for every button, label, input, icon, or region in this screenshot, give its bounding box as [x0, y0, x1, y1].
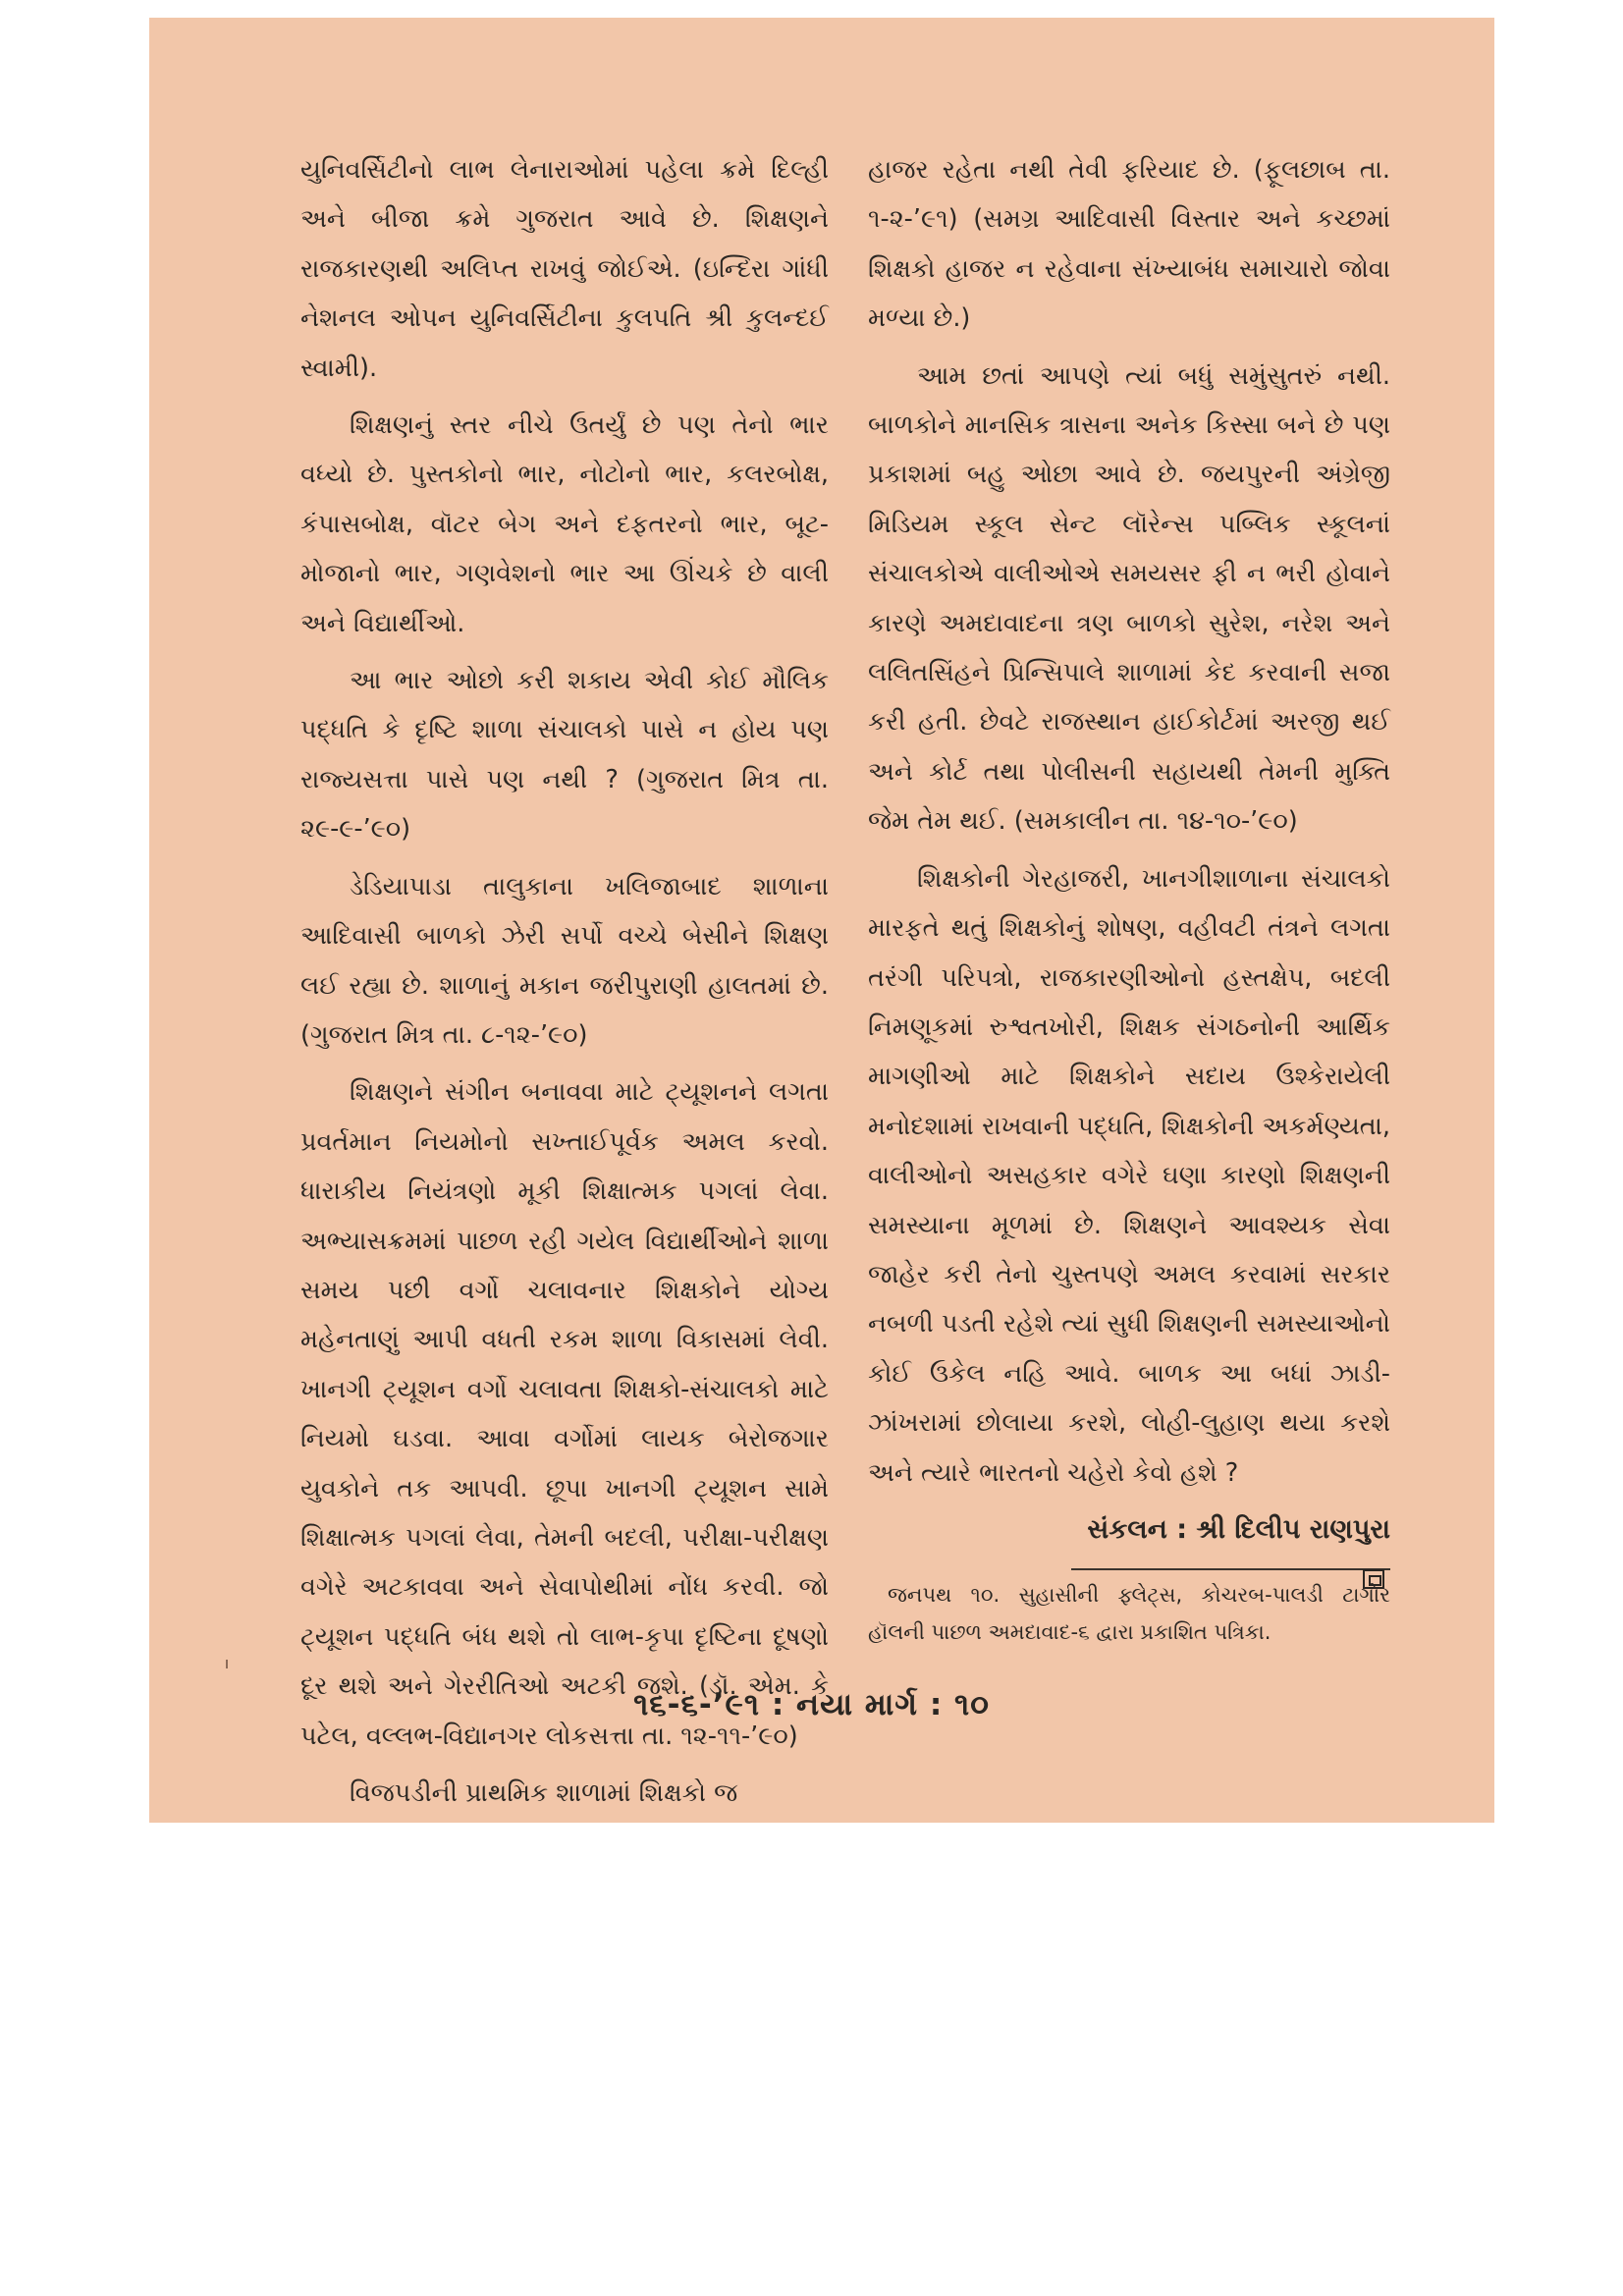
right-paragraph-1: હાજર રહેતા નથી તેવી ફરિયાદ છે. (ફૂલછાબ તા. ૧-૨-’૯૧) (સમગ્ર આદિવાસી વિસ્તાર અને કચ્છમાં શિક્ષકો હાજર ન રહેવાના સંખ્યાબંધ સમાચારો જોવા મળ્યા છે.) — [868, 155, 1390, 334]
publisher-note: જનપથ ૧૦. સુહાસીની ફ્લેટ્સ, કોચરબ-પાલડી ટાગોર હૉલની પાછળ અમદાવાદ-૬ દ્વારા પ્રકાશિત પત્રિકા. — [868, 1583, 1390, 1645]
page-footer: ૧૬-૬-’૯૧ : નયા માર્ગ : ૧૦ — [633, 1687, 990, 1722]
left-paragraph-5: શિક્ષણને સંગીન બનાવવા માટે ટ્યૂશનને લગતા પ્રવર્તમાન નિયમોનો સખ્તાઈપૂર્વક અમલ કરવો. ધારાકીય નિયંત્રણો મૂકી શિક્ષાત્મક પગલાં લેવા. અભ્યાસક્રમમાં પાછળ રહી ગયેલ વિદ્યાર્થીઓને શાળા સમય પછી વર્ગો ચલાવનાર શિક્ષકોને યોગ્ય મહેનતાણું આપી વધતી રકમ શાળા વિકાસમાં લેવી. ખાનગી ટ્યૂશન વર્ગો ચલાવતા શિક્ષકો-સંચાલકો માટે નિયમો ઘડવા. આવા વર્ગોમાં લાયક બેરોજગાર યુવકોને તક આપવી. છૂપા ખાનગી ટ્યૂશન સામે શિક્ષાત્મક પગલાં લેવા, તેમની બદલી, પરીક્ષા-પરીક્ષણ વગેરે અટકાવવા અને સેવાપોથીમાં નોંધ કરવી. જો ટ્યૂશન પદ્ધતિ બંધ થશે તો લાભ-કૃપા દૃષ્ટિના દૂષણો દૂર થશે અને ગેરરીતિઓ અટકી જશે. (ડૉ. એમ. કે પટેલ, વલ્લભ-વિદ્યાનગર લોકસત્તા તા. ૧૨-૧૧-’૯૦) — [300, 1077, 829, 1751]
left-column — [300, 145, 829, 1826]
note-divider — [1071, 1568, 1390, 1570]
end-of-article-icon — [1363, 1569, 1384, 1589]
left-paragraph-4: ડેડિયાપાડા તાલુકાના ખલિજાબાદ શાળાના આદિવાસી બાળકો ઝેરી સર્પો વચ્ચે બેસીને શિક્ષણ લઈ રહ્યા છે. શાળાનું મકાન જરીપુરાણી હાલતમાં છે. (ગુજરાત મિત્ર તા. ૮-૧૨-’૯૦) — [300, 871, 829, 1050]
right-paragraph-2: આમ છતાં આપણે ત્યાં બધું સમુંસુતરું નથી. બાળકોને માનસિક ત્રાસના અનેક કિસ્સા બને છે પણ પ્રકાશમાં બહુ ઓછા આવે છે. જયપુરની અંગ્રેજી મિડિયમ સ્કૂલ સેન્ટ લૉરેન્સ પબ્લિક સ્કૂલનાં સંચાલકોએ વાલીઓએ સમયસર ફી ન ભરી હોવાને કારણે અમદાવાદના ત્રણ બાળકો સુરેશ, નરેશ અને લલિતસિંહને પ્રિન્સિપાલે શાળામાં કેદ કરવાની સજા કરી હતી. છેવટે રાજસ્થાન હાઈકોર્ટમાં અરજી થઈ અને કોર્ટ તથા પોલીસની સહાયથી તેમની મુક્તિ જેમ તેમ થઈ. (સમકાલીન તા. ૧૪-૧૦-’૯૦) — [868, 360, 1390, 837]
left-paragraph-6: વિજપડીની પ્રાથમિક શાળામાં શિક્ષકો જ — [350, 1778, 738, 1808]
left-paragraph-2: શિક્ષણનું સ્તર નીચે ઉતર્યું છે પણ તેનો ભાર વધ્યો છે. પુસ્તકોનો ભાર, નોટોનો ભાર, કલરબોક્ષ, કંપાસબોક્ષ, વૉટર બેગ અને દફતરનો ભાર, બૂટ-મોજાનો ભાર, ગણવેશનો ભાર આ ઊંચકે છે વાલી અને વિદ્યાર્થીઓ. — [300, 410, 829, 638]
left-paragraph-1: યુનિવર્સિટીનો લાભ લેનારાઓમાં પહેલા ક્રમે દિલ્હી અને બીજા ક્રમે ગુજરાત આવે છે. શિક્ષણને રાજકારણથી અલિપ્ત રાખવું જોઈએ. (ઇન્દિરા ગાંધી નેશનલ ઓપન યુનિવર્સિટીના કુલપતિ શ્રી કુલન્દઈ સ્વામી). — [300, 155, 829, 383]
compiler-credit: સંકલન : શ્રી દિલીપ રાણપુરા — [1087, 1513, 1390, 1545]
right-column — [868, 145, 1390, 1651]
right-paragraph-3: શિક્ષકોની ગેરહાજરી, ખાનગીશાળાના સંચાલકો મારફતે થતું શિક્ષકોનું શોષણ, વહીવટી તંત્રને લગતા તરંગી પરિપત્રો, રાજકારણીઓનો હસ્તક્ષેપ, બદલી નિમણૂકમાં રુશ્વતખોરી, શિક્ષક સંગઠનોની આર્થિક માગણીઓ માટે શિક્ષકોને સદાય ઉશ્કેરાયેલી મનોદશામાં રાખવાની પદ્ધતિ, શિક્ષકોની અકર્મણ્યતા, વાલીઓનો અસહકાર વગેરે ઘણા કારણો શિક્ષણની સમસ્યાના મૂળમાં છે. શિક્ષણને આવશ્યક સેવા જાહેર કરી તેનો ચુસ્તપણે અમલ કરવામાં સરકાર નબળી પડતી રહેશે ત્યાં સુધી શિક્ષણની સમસ્યાઓનો કોઈ ઉકેલ નહિ આવે. બાળક આ બધાં ઝાડી-ઝાંખરામાં છોલાયા કરશે, લોહી-લુહાણ થયા કરશે અને ત્યારે ભારતનો ચહેરો કેવો હશે ? — [868, 863, 1390, 1488]
paper-speck — [226, 1660, 228, 1668]
left-paragraph-3: આ ભાર ઓછો કરી શકાય એવી કોઈ મૌલિક પદ્ધતિ કે દૃષ્ટિ શાળા સંચાલકો પાસે ન હોય પણ રાજ્યસત્તા પાસે પણ નથી ? (ગુજરાત મિત્ર તા. ૨૯-૯-’૯૦) — [300, 666, 829, 845]
